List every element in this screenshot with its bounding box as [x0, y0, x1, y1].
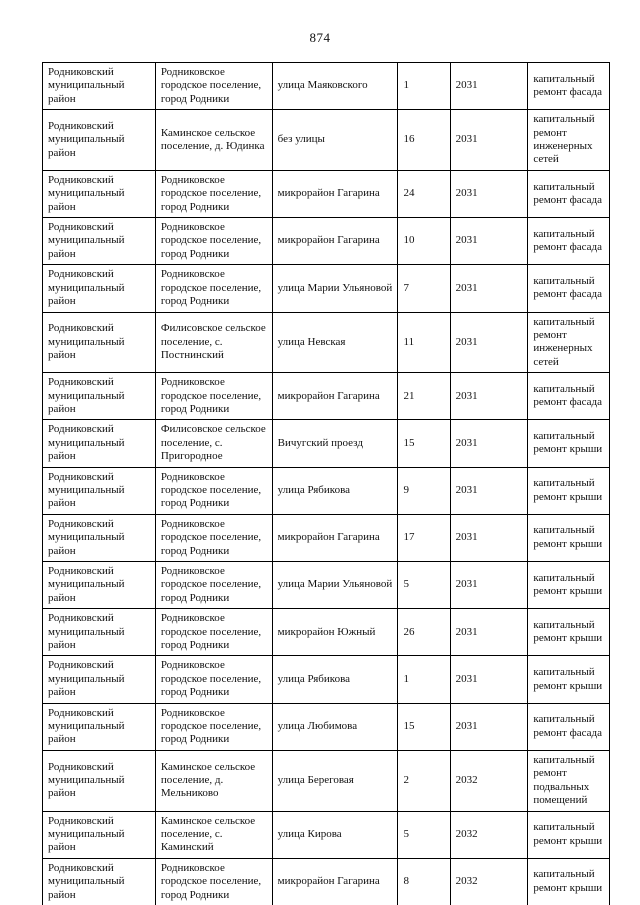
cell-street: микрорайон Гагарина: [272, 373, 398, 420]
cell-work: капитальный ремонт крыши: [528, 562, 610, 609]
cell-work: капитальный ремонт фасада: [528, 265, 610, 312]
cell-house: 24: [398, 170, 450, 217]
cell-year: 2031: [450, 265, 528, 312]
cell-work: капитальный ремонт фасада: [528, 373, 610, 420]
cell-settlement: Родниковское городское поселение, город Родники: [155, 562, 272, 609]
table-row: [43, 750, 610, 811]
table-row: [43, 858, 610, 905]
cell-district: Родниковский муниципальный район: [43, 420, 156, 467]
table-row: [43, 110, 610, 171]
table-row: [43, 609, 610, 656]
cell-house: 11: [398, 312, 450, 373]
cell-house: 15: [398, 420, 450, 467]
table-row: [43, 467, 610, 514]
cell-district: Родниковский муниципальный район: [43, 609, 156, 656]
repairs-table: [42, 62, 610, 905]
cell-house: 2: [398, 750, 450, 811]
cell-street: Вичугский проезд: [272, 420, 398, 467]
cell-district: Родниковский муниципальный район: [43, 170, 156, 217]
cell-street: улица Марии Ульяновой: [272, 265, 398, 312]
cell-work: капитальный ремонт крыши: [528, 420, 610, 467]
table-row: [43, 562, 610, 609]
table-row: [43, 218, 610, 265]
cell-settlement: Родниковское городское поселение, город Родники: [155, 170, 272, 217]
cell-year: 2031: [450, 110, 528, 171]
cell-district: Родниковский муниципальный район: [43, 562, 156, 609]
cell-year: 2031: [450, 312, 528, 373]
cell-work: капитальный ремонт фасада: [528, 703, 610, 750]
table-row: [43, 170, 610, 217]
table-row: [43, 312, 610, 373]
cell-year: 2031: [450, 656, 528, 703]
cell-street: улица Маяковского: [272, 63, 398, 110]
table-row: [43, 420, 610, 467]
cell-settlement: Родниковское городское поселение, город Родники: [155, 63, 272, 110]
table-row: [43, 514, 610, 561]
cell-street: микрорайон Гагарина: [272, 514, 398, 561]
cell-settlement: Родниковское городское поселение, город Родники: [155, 703, 272, 750]
cell-year: 2031: [450, 514, 528, 561]
cell-work: капитальный ремонт крыши: [528, 514, 610, 561]
cell-street: улица Любимова: [272, 703, 398, 750]
cell-house: 21: [398, 373, 450, 420]
cell-year: 2031: [450, 63, 528, 110]
cell-work: капитальный ремонт крыши: [528, 609, 610, 656]
cell-district: Родниковский муниципальный район: [43, 265, 156, 312]
cell-district: Родниковский муниципальный район: [43, 312, 156, 373]
cell-house: 7: [398, 265, 450, 312]
cell-street: улица Марии Ульяновой: [272, 562, 398, 609]
cell-street: улица Кирова: [272, 811, 398, 858]
cell-house: 5: [398, 811, 450, 858]
cell-year: 2031: [450, 609, 528, 656]
cell-house: 1: [398, 656, 450, 703]
table-row: [43, 656, 610, 703]
cell-year: 2031: [450, 373, 528, 420]
cell-house: 8: [398, 858, 450, 905]
cell-settlement: Родниковское городское поселение, город Родники: [155, 467, 272, 514]
cell-work: капитальный ремонт фасада: [528, 218, 610, 265]
cell-settlement: Родниковское городское поселение, город Родники: [155, 265, 272, 312]
cell-year: 2031: [450, 467, 528, 514]
cell-settlement: Филисовское сельское поселение, с. Постнинский: [155, 312, 272, 373]
cell-street: микрорайон Гагарина: [272, 858, 398, 905]
cell-year: 2031: [450, 420, 528, 467]
cell-house: 16: [398, 110, 450, 171]
cell-settlement: Родниковское городское поселение, город Родники: [155, 858, 272, 905]
cell-work: капитальный ремонт фасада: [528, 170, 610, 217]
cell-district: Родниковский муниципальный район: [43, 750, 156, 811]
cell-work: капитальный ремонт крыши: [528, 656, 610, 703]
cell-work: капитальный ремонт инженерных сетей: [528, 110, 610, 171]
cell-district: Родниковский муниципальный район: [43, 373, 156, 420]
cell-year: 2031: [450, 218, 528, 265]
table-body: [43, 63, 610, 905]
cell-settlement: Родниковское городское поселение, город Родники: [155, 218, 272, 265]
cell-settlement: Родниковское городское поселение, город Родники: [155, 373, 272, 420]
cell-street: улица Рябикова: [272, 656, 398, 703]
cell-street: микрорайон Гагарина: [272, 218, 398, 265]
cell-house: 17: [398, 514, 450, 561]
cell-settlement: Каминское сельское поселение, д. Юдинка: [155, 110, 272, 171]
cell-year: 2032: [450, 858, 528, 905]
cell-house: 5: [398, 562, 450, 609]
cell-settlement: Каминское сельское поселение, с. Каминский: [155, 811, 272, 858]
table-row: [43, 373, 610, 420]
cell-work: капитальный ремонт инженерных сетей: [528, 312, 610, 373]
cell-settlement: Филисовское сельское поселение, с. Пригородное: [155, 420, 272, 467]
cell-work: капитальный ремонт крыши: [528, 811, 610, 858]
cell-district: Родниковский муниципальный район: [43, 656, 156, 703]
cell-district: Родниковский муниципальный район: [43, 703, 156, 750]
cell-year: 2031: [450, 170, 528, 217]
cell-work: капитальный ремонт подвальных помещений: [528, 750, 610, 811]
cell-district: Родниковский муниципальный район: [43, 110, 156, 171]
cell-street: микрорайон Южный: [272, 609, 398, 656]
cell-year: 2031: [450, 562, 528, 609]
cell-work: капитальный ремонт крыши: [528, 858, 610, 905]
cell-district: Родниковский муниципальный район: [43, 514, 156, 561]
page-number: 874: [309, 30, 331, 45]
cell-street: микрорайон Гагарина: [272, 170, 398, 217]
cell-year: 2032: [450, 750, 528, 811]
cell-district: Родниковский муниципальный район: [43, 63, 156, 110]
cell-house: 26: [398, 609, 450, 656]
cell-district: Родниковский муниципальный район: [43, 218, 156, 265]
cell-settlement: Родниковское городское поселение, город Родники: [155, 514, 272, 561]
cell-settlement: Каминское сельское поселение, д. Мельниково: [155, 750, 272, 811]
cell-year: 2032: [450, 811, 528, 858]
cell-street: улица Береговая: [272, 750, 398, 811]
cell-street: улица Невская: [272, 312, 398, 373]
table-row: [43, 265, 610, 312]
cell-district: Родниковский муниципальный район: [43, 467, 156, 514]
table-row: [43, 63, 610, 110]
cell-house: 9: [398, 467, 450, 514]
cell-work: капитальный ремонт фасада: [528, 63, 610, 110]
cell-house: 15: [398, 703, 450, 750]
cell-street: без улицы: [272, 110, 398, 171]
table-row: [43, 703, 610, 750]
cell-street: улица Рябикова: [272, 467, 398, 514]
cell-year: 2031: [450, 703, 528, 750]
cell-house: 10: [398, 218, 450, 265]
cell-district: Родниковский муниципальный район: [43, 811, 156, 858]
cell-work: капитальный ремонт крыши: [528, 467, 610, 514]
table-row: [43, 811, 610, 858]
cell-settlement: Родниковское городское поселение, город Родники: [155, 609, 272, 656]
cell-district: Родниковский муниципальный район: [43, 858, 156, 905]
cell-house: 1: [398, 63, 450, 110]
cell-settlement: Родниковское городское поселение, город Родники: [155, 656, 272, 703]
